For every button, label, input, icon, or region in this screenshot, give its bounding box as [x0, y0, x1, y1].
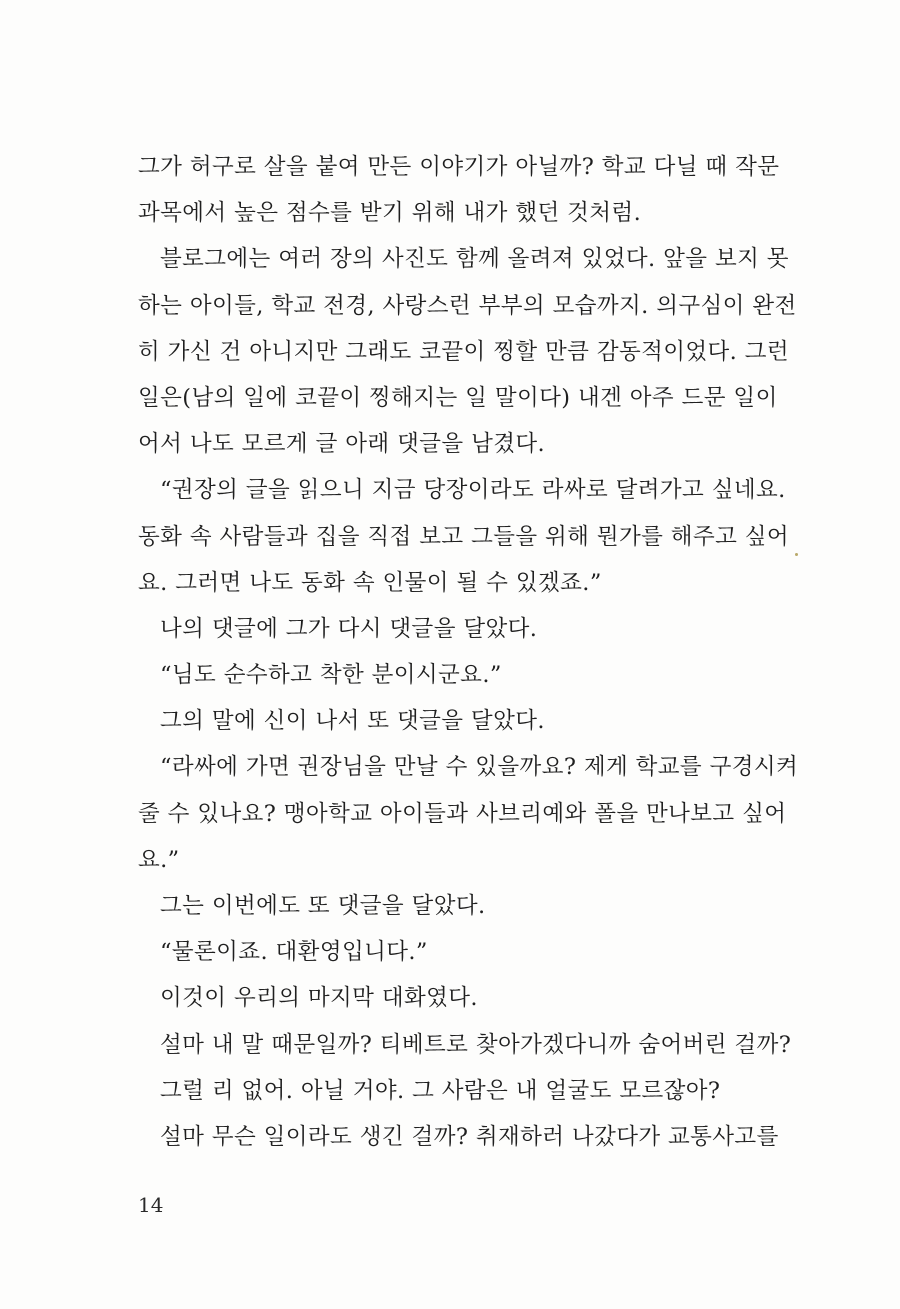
body-text	[138, 144, 799, 1160]
text-line: 그럴 리 없어. 아닐 거야. 그 사람은 내 얼굴도 모르잖아?	[160, 1077, 721, 1104]
text-line: 어서 나도 모르게 글 아래 댓글을 남겼다.	[138, 431, 546, 458]
text-line: 줄 수 있나요? 맹아학교 아이들과 사브리예와 폴을 만나보고 싶어	[138, 800, 787, 827]
text-line: 과목에서 높은 점수를 받기 위해 내가 했던 것처럼.	[138, 200, 642, 227]
text-line: 설마 내 말 때문일까? 티베트로 찾아가겠다니까 숨어버린 걸까?	[160, 1031, 792, 1058]
text-line: “님도 순수하고 착한 분이시군요.”	[160, 662, 502, 689]
text-line: 나의 댓글에 그가 다시 댓글을 달았다.	[160, 615, 538, 642]
text-line: 설마 무슨 일이라도 생긴 걸까? 취재하러 나갔다가 교통사고를	[160, 1123, 779, 1150]
text-line: 그가 허구로 살을 붙여 만든 이야기가 아닐까? 학교 다닐 때 작문	[138, 154, 780, 180]
text-line: “물론이죠. 대환영입니다.”	[160, 939, 428, 966]
text-line: 그는 이번에도 또 댓글을 달았다.	[160, 893, 486, 919]
text-line: 히 가신 건 아니지만 그래도 코끝이 찡할 만큼 감동적이었다. 그런	[138, 338, 790, 365]
text-line: 요.”	[138, 846, 180, 873]
text-line: 일은(남의 일에 코끝이 찡해지는 일 말이다) 내겐 아주 드문 일이	[138, 384, 778, 411]
text-line: 이것이 우리의 마지막 대화였다.	[160, 985, 478, 1012]
text-line: 동화 속 사람들과 집을 직접 보고 그들을 위해 뭔가를 해주고 싶어	[138, 523, 790, 550]
text-line: 요. 그러면 나도 동화 속 인물이 될 수 있겠죠.”	[138, 569, 602, 596]
text-line: 블로그에는 여러 장의 사진도 함께 올려져 있었다. 앞을 보지 못	[160, 246, 789, 273]
text-line: “권장의 글을 읽으니 지금 당장이라도 라싸로 달려가고 싶네요.	[160, 477, 786, 504]
text-line: 하는 아이들, 학교 전경, 사랑스런 부부의 모습까지. 의구심이 완전	[138, 292, 797, 319]
page-number: 14	[138, 1193, 164, 1217]
text-line: 그의 말에 신이 나서 또 댓글을 달았다.	[160, 708, 545, 735]
text-line: “라싸에 가면 권장님을 만날 수 있을까요? 제게 학교를 구경시켜	[160, 754, 799, 781]
paper-speck	[795, 553, 798, 556]
